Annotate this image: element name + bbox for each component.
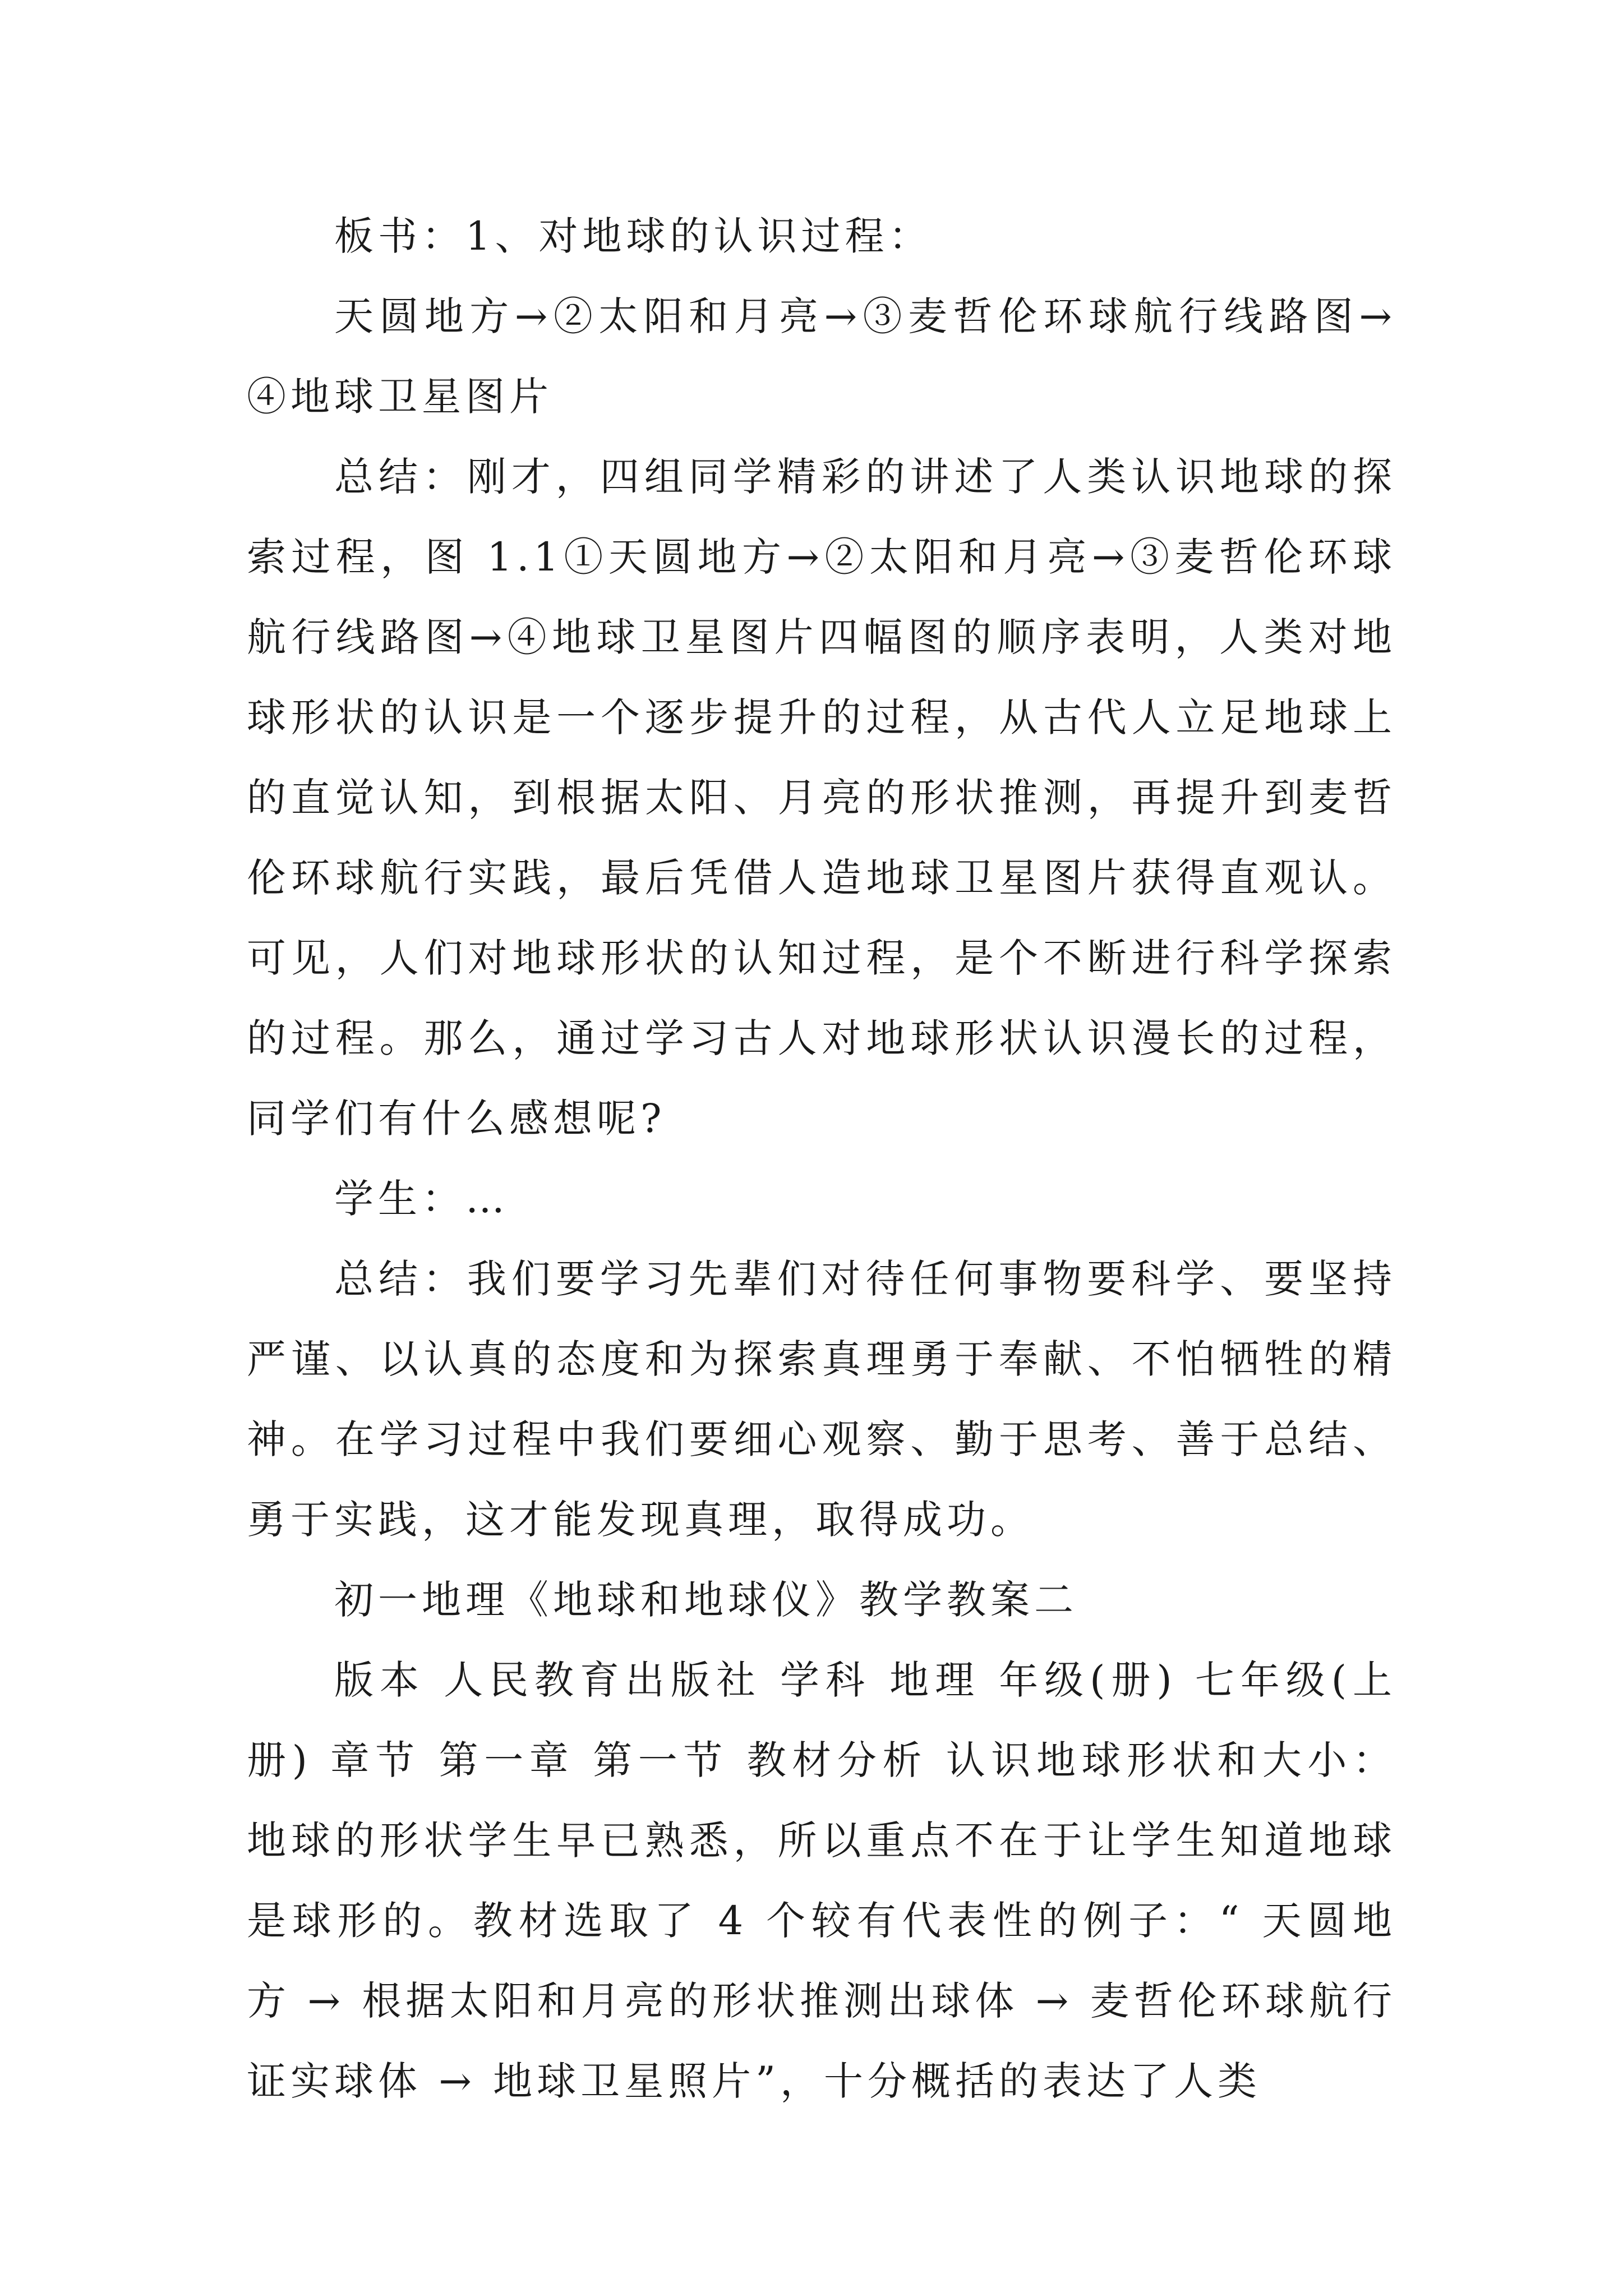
paragraph-textbook-analysis: 版本 人民教育出版社 学科 地理 年级(册) 七年级(上册) 章节 第一章 第一节 教材分析 认识地球形状和大小：地球的形状学生早已熟悉，所以重点不在于让学生知道地球是球形的。教材选取了 4 个较有代表性的例子：“ 天圆地方 → 根据太阳和月亮的形状推测出球体 → 麦哲伦环球航行证实球体 → 地球卫星照片”，十分概括的表达了人类 — [247, 1657, 1396, 2104]
paragraph-student: 学生：… — [334, 1176, 509, 1222]
document-body — [247, 196, 1396, 2122]
paragraph-summary-2: 总结：我们要学习先辈们对待任何事物要科学、要坚持严谨、以认真的态度和为探索真理勇于奉献、不怕牺牲的精神。在学习过程中我们要细心观察、勤于思考、善于总结、勇于实践，这才能发现真理，取得成功。 — [247, 1256, 1396, 1543]
paragraph-section-title: 初一地理《地球和地球仪》教学教案二 — [334, 1577, 1078, 1623]
paragraph-board-note: 板书：1、对地球的认识过程： — [334, 213, 933, 259]
paragraph-summary-1: 总结：刚才，四组同学精彩的讲述了人类认识地球的探索过程，图 1.1①天圆地方→②太阳和月亮→③麦哲伦环球航行线路图→④地球卫星图片四幅图的顺序表明，人类对地球形状的认识是一个逐步提升的过程，从古代人立足地球上的直觉认知，到根据太阳、月亮的形状推测，再提升到麦哲伦环球航行实践，最后凭借人造地球卫星图片获得直观认。可见，人们对地球形状的认知过程，是个不断进行科学探索的过程。那么，通过学习古人对地球形状认识漫长的过程，同学们有什么感想呢? — [247, 454, 1396, 1142]
paragraph-sequence: 天圆地方→②太阳和月亮→③麦哲伦环球航行线路图→④地球卫星图片 — [247, 293, 1396, 420]
